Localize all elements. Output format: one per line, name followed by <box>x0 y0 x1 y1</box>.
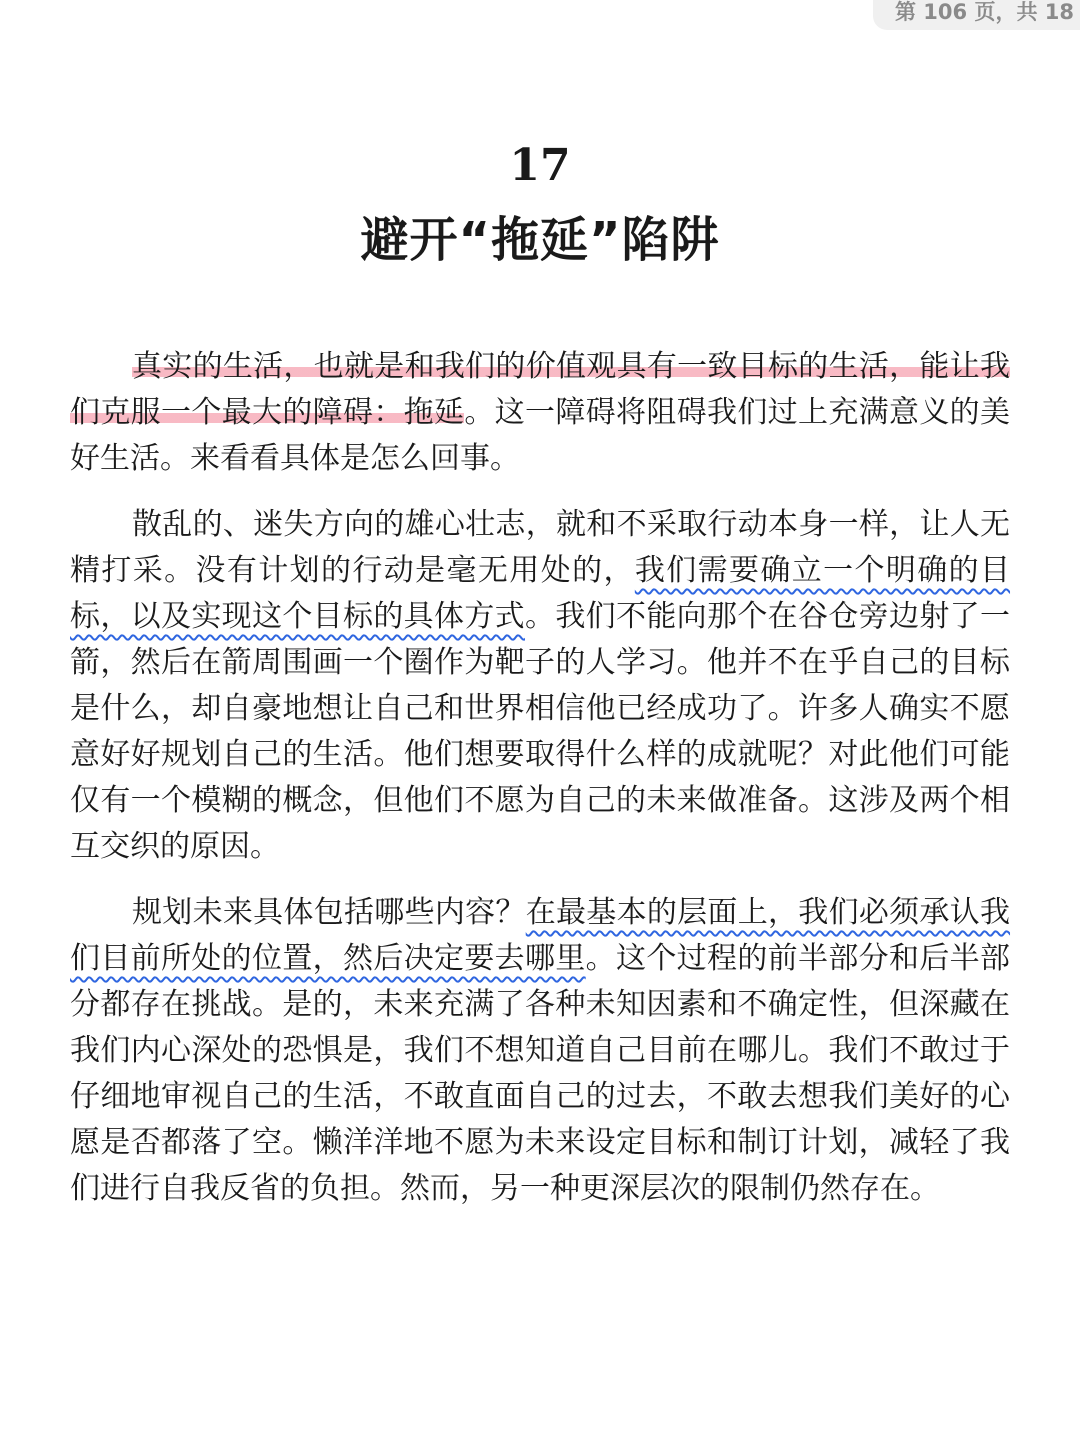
paragraph-text: 。我们不能向那个在谷仓旁边射了一箭，然后在箭周围画一个圈作为靶子的人学习。他并不在乎自己的目标是什么，却自豪地想让自己和世界相信他已经成功了。许多人确实不愿意好好规划自己的生活。他们想要取得什么样的成就呢？对此他们可能仅有一个模糊的概念，但他们不愿为自己的未来做准备。这涉及两个相互交织的原因。 <box>70 599 1010 864</box>
paragraph-text: 。这个过程的前半部分和后半部分都存在挑战。是的，未来充满了各种未知因素和不确定性，但深藏在我们内心深处的恐惧是，我们不想知道自己目前在哪儿。我们不敢过于仔细地审视自己的生活，不敢直面自己的过去，不敢去想我们美好的心愿是否都落了空。懒洋洋地不愿为未来设定目标和制订计划，减轻了我们进行自我反省的负担。然而，另一种更深层次的限制仍然存在。 <box>70 941 1011 1206</box>
chapter-number: 17 <box>509 140 571 191</box>
chapter-body <box>70 344 1010 1232</box>
paragraph-2 <box>70 502 1010 870</box>
paragraph-text: 规划未来具体包括哪些内容？ <box>132 895 526 930</box>
paragraph-3 <box>70 890 1010 1212</box>
page-indicator: 第 106 页，共 18 <box>873 0 1080 30</box>
wavy-underline[interactable]: 在最基本的层面上，我们必须承认我们目前所处的位置，然后决定要去哪里 <box>70 895 1011 976</box>
paragraph-text: 。这一障碍将阻碍我们过上充满意义的美好生活。来看看具体是怎么回事。 <box>70 395 1011 476</box>
paragraph-1 <box>70 344 1010 482</box>
wavy-underline[interactable]: 我们需要确立一个明确的目标，以及实现这个目标的具体方式 <box>70 553 1011 634</box>
red-highlight[interactable]: 真实的生活，也就是和我们的价值观具有一致目标的生活，能让我们克服一个最大的障碍：拖延 <box>70 349 1010 430</box>
paragraph-text: 散乱的、迷失方向的雄心壮志，就和不采取行动本身一样，让人无精打采。没有计划的行动是毫无用处的， <box>70 507 1010 588</box>
chapter-title: 避开“拖延”陷阱 <box>360 212 720 268</box>
